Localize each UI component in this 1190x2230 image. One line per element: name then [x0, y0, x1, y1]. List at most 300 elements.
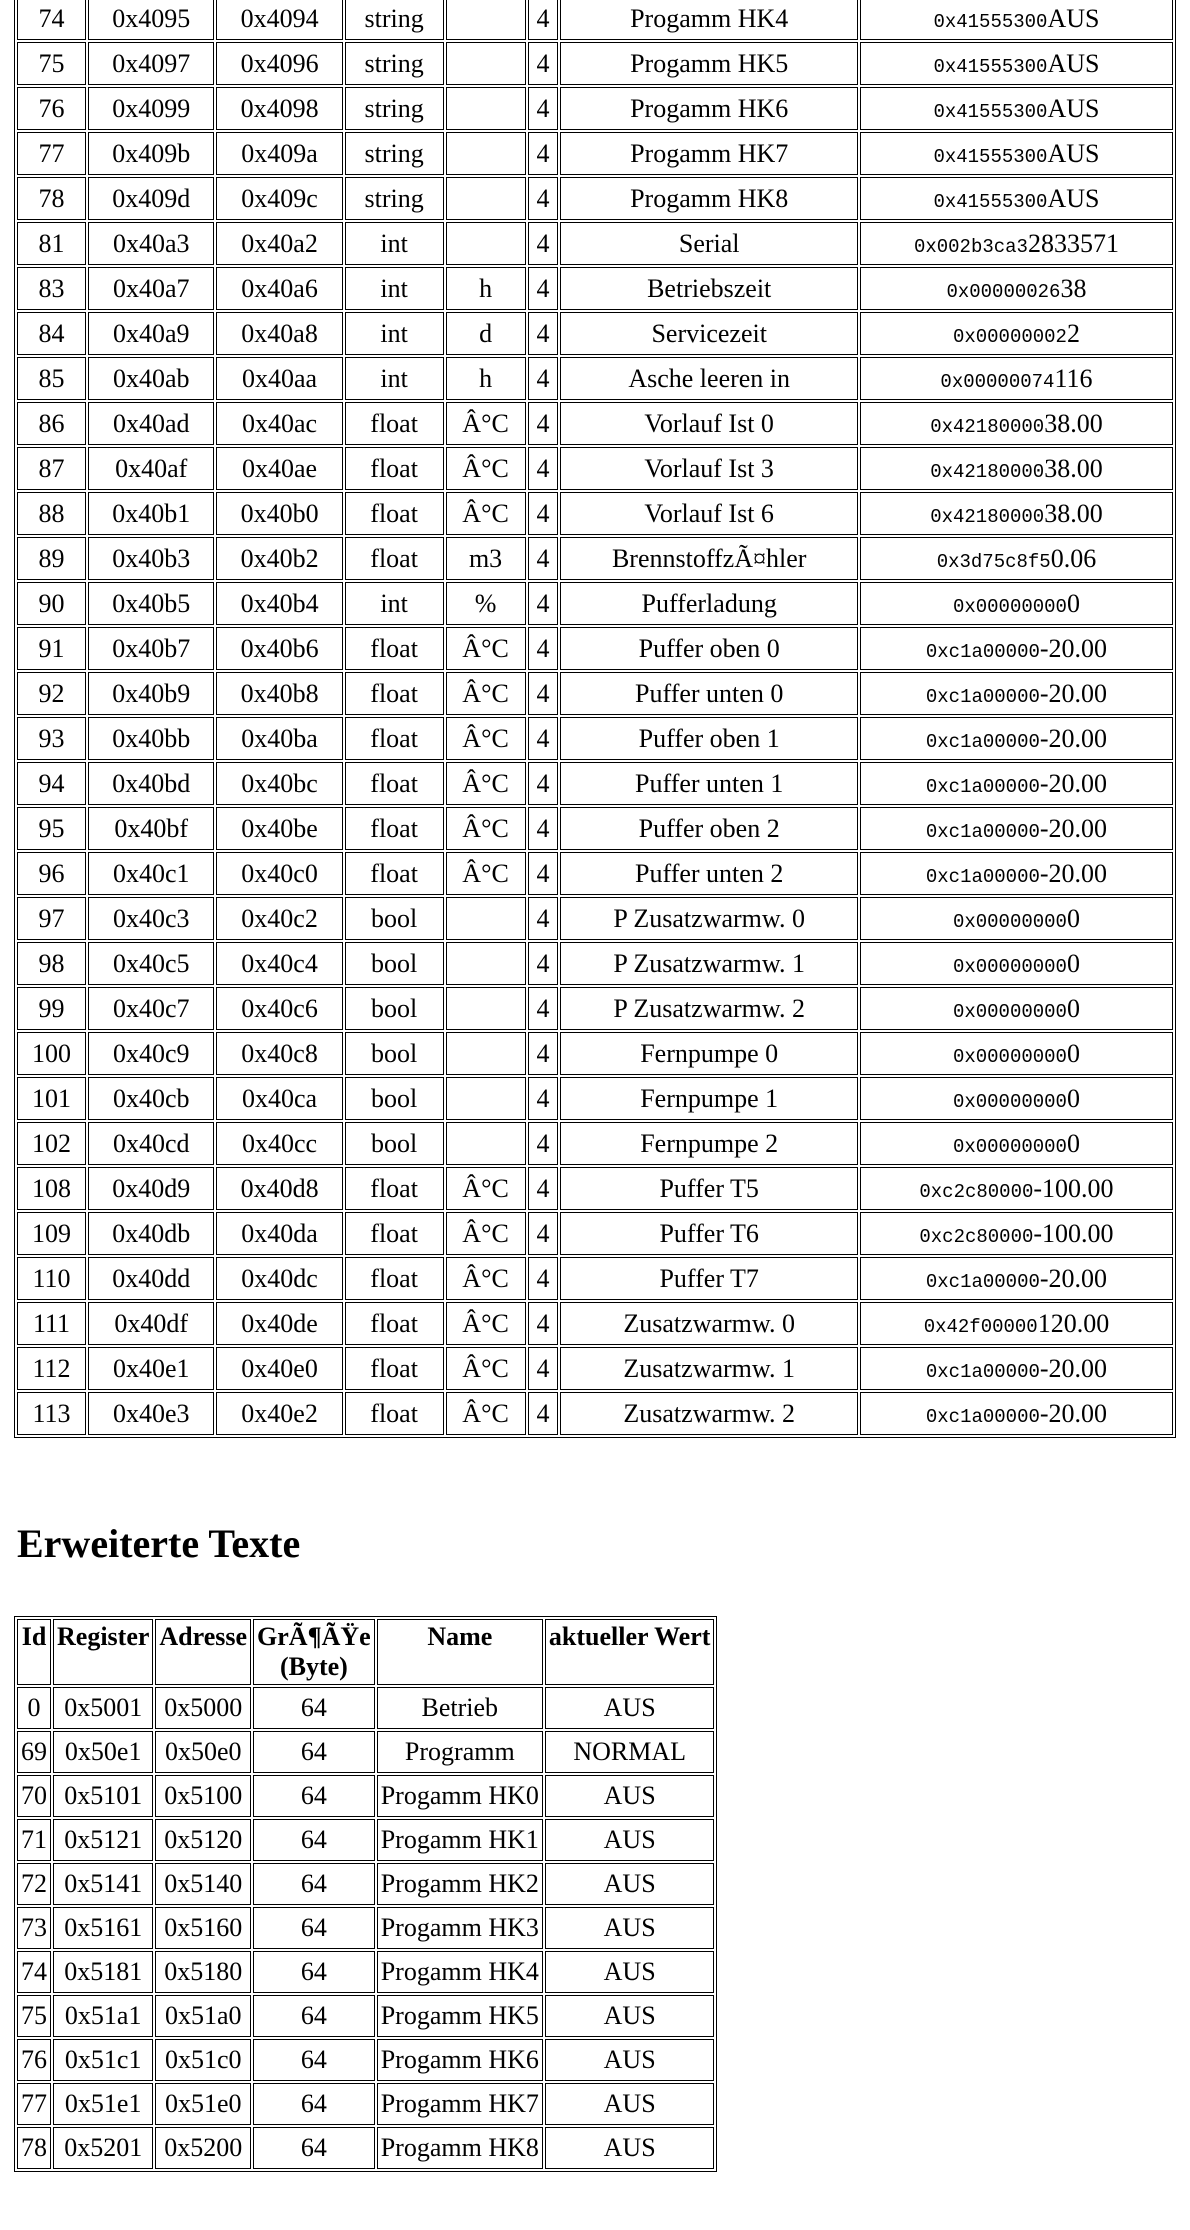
- table-row: [17, 87, 1173, 130]
- cell: 0x5201: [53, 2127, 153, 2169]
- cell: Progamm HK3: [377, 1907, 543, 1949]
- cell-name: Zusatzwarmw. 2: [560, 1392, 857, 1435]
- table-row: [17, 1122, 1173, 1165]
- table-row: [17, 942, 1173, 985]
- cell-size: 4: [528, 267, 559, 310]
- cell-address: 0x40dc: [216, 1257, 342, 1300]
- cell-value: [860, 987, 1173, 1030]
- column-header: Id: [17, 1619, 51, 1685]
- table-row: [17, 1032, 1173, 1075]
- cell-unit: Â°C: [446, 492, 526, 535]
- cell-address: 0x40b4: [216, 582, 342, 625]
- cell-unit: [446, 897, 526, 940]
- cell: Programm: [377, 1731, 543, 1773]
- raw-hex: 0x00000026: [946, 280, 1061, 303]
- table-row: [17, 897, 1173, 940]
- cell-register: 0x4095: [88, 0, 214, 40]
- cell: 0x50e0: [155, 1731, 251, 1773]
- cell: 64: [253, 1863, 375, 1905]
- cell-value: [860, 177, 1173, 220]
- cell-register: 0x40a3: [88, 222, 214, 265]
- table-row: [17, 1995, 714, 2037]
- cell-name: Puffer oben 0: [560, 627, 857, 670]
- cell-address: 0x40c2: [216, 897, 342, 940]
- raw-hex: 0xc1a00000: [925, 640, 1040, 663]
- table-row: [17, 627, 1173, 670]
- raw-hex: 0x3d75c8f5: [936, 550, 1051, 573]
- cell-register: 0x409d: [88, 177, 214, 220]
- cell-id: 74: [17, 0, 86, 40]
- cell-value: [860, 537, 1173, 580]
- cell-value: [860, 267, 1173, 310]
- cell: 0x51c1: [53, 2039, 153, 2081]
- cell-register: 0x40cd: [88, 1122, 214, 1165]
- cell-id: 76: [17, 87, 86, 130]
- cell-type: int: [345, 312, 444, 355]
- cell-unit: Â°C: [446, 717, 526, 760]
- cell-value: [860, 582, 1173, 625]
- cell-id: 92: [17, 672, 86, 715]
- cell-id: 75: [17, 42, 86, 85]
- cell-register: 0x40e3: [88, 1392, 214, 1435]
- cell: 0x51a1: [53, 1995, 153, 2037]
- cell-name: Puffer oben 2: [560, 807, 857, 850]
- cell-id: 93: [17, 717, 86, 760]
- cell-address: 0x40a6: [216, 267, 342, 310]
- cell-type: float: [345, 762, 444, 805]
- raw-hex: 0x00000000: [952, 1000, 1067, 1023]
- cell: Progamm HK4: [377, 1951, 543, 1993]
- cell-register: 0x4099: [88, 87, 214, 130]
- cell: AUS: [545, 1951, 715, 1993]
- raw-hex: 0x41555300: [933, 100, 1048, 123]
- decoded-value: -20.00: [1039, 633, 1108, 663]
- cell-register: 0x40cb: [88, 1077, 214, 1120]
- cell-value: [860, 852, 1173, 895]
- cell: 0x5000: [155, 1687, 251, 1729]
- cell-id: 91: [17, 627, 86, 670]
- cell-id: 89: [17, 537, 86, 580]
- cell-name: Vorlauf Ist 3: [560, 447, 857, 490]
- cell-address: 0x40b2: [216, 537, 342, 580]
- decoded-value: -20.00: [1039, 768, 1108, 798]
- cell: 64: [253, 1995, 375, 2037]
- decoded-value: -20.00: [1039, 858, 1108, 888]
- raw-hex: 0xc1a00000: [925, 820, 1040, 843]
- cell-id: 84: [17, 312, 86, 355]
- cell-size: 4: [528, 1302, 559, 1345]
- raw-hex: 0xc1a00000: [925, 730, 1040, 753]
- cell-type: float: [345, 717, 444, 760]
- cell: 64: [253, 1731, 375, 1773]
- cell-unit: Â°C: [446, 762, 526, 805]
- table-row: [17, 807, 1173, 850]
- cell-unit: Â°C: [446, 1257, 526, 1300]
- cell-address: 0x40c8: [216, 1032, 342, 1075]
- raw-hex: 0x42180000: [930, 505, 1045, 528]
- cell-name: Puffer unten 2: [560, 852, 857, 895]
- cell-type: float: [345, 492, 444, 535]
- cell-value: [860, 132, 1173, 175]
- cell-id: 87: [17, 447, 86, 490]
- decoded-value: 0: [1066, 1038, 1080, 1068]
- raw-hex: 0xc2c80000: [919, 1180, 1034, 1203]
- cell-address: 0x4096: [216, 42, 342, 85]
- cell-value: [860, 312, 1173, 355]
- table-row: [17, 402, 1173, 445]
- cell-value: [860, 222, 1173, 265]
- raw-hex: 0x00000000: [952, 595, 1067, 618]
- cell-id: 112: [17, 1347, 86, 1390]
- cell-size: 4: [528, 492, 559, 535]
- cell-size: 4: [528, 987, 559, 1030]
- cell-size: 4: [528, 897, 559, 940]
- cell-size: 4: [528, 1212, 559, 1255]
- raw-hex: 0x00000000: [952, 1135, 1067, 1158]
- raw-hex: 0x00000000: [952, 1090, 1067, 1113]
- cell-unit: Â°C: [446, 1167, 526, 1210]
- raw-hex: 0xc1a00000: [925, 1270, 1040, 1293]
- cell-unit: [446, 177, 526, 220]
- decoded-value: 116: [1054, 363, 1093, 393]
- cell-register: 0x40bb: [88, 717, 214, 760]
- cell: Progamm HK2: [377, 1863, 543, 1905]
- cell: AUS: [545, 1687, 715, 1729]
- cell: 0x5001: [53, 1687, 153, 1729]
- cell-value: [860, 1122, 1173, 1165]
- cell: Betrieb: [377, 1687, 543, 1729]
- cell-unit: [446, 222, 526, 265]
- cell-register: 0x40db: [88, 1212, 214, 1255]
- cell-value: [860, 87, 1173, 130]
- cell-address: 0x40da: [216, 1212, 342, 1255]
- cell-address: 0x40b6: [216, 627, 342, 670]
- raw-hex: 0x41555300: [933, 55, 1048, 78]
- cell-type: string: [345, 132, 444, 175]
- cell-register: 0x409b: [88, 132, 214, 175]
- cell-address: 0x40ae: [216, 447, 342, 490]
- cell-size: 4: [528, 87, 559, 130]
- cell-id: 96: [17, 852, 86, 895]
- decoded-value: 38.00: [1044, 498, 1103, 528]
- cell-address: 0x40c0: [216, 852, 342, 895]
- cell-size: 4: [528, 762, 559, 805]
- cell-type: float: [345, 627, 444, 670]
- cell-size: 4: [528, 627, 559, 670]
- cell-size: 4: [528, 1077, 559, 1120]
- cell-unit: Â°C: [446, 1347, 526, 1390]
- cell-unit: Â°C: [446, 627, 526, 670]
- cell-id: 77: [17, 132, 86, 175]
- cell-name: Puffer T6: [560, 1212, 857, 1255]
- table-row: [17, 1863, 714, 1905]
- cell-id: 102: [17, 1122, 86, 1165]
- cell-register: 0x40df: [88, 1302, 214, 1345]
- table-row: [17, 582, 1173, 625]
- cell-id: 78: [17, 177, 86, 220]
- cell-name: Puffer T5: [560, 1167, 857, 1210]
- cell-unit: h: [446, 357, 526, 400]
- cell-name: P Zusatzwarmw. 1: [560, 942, 857, 985]
- cell-value: [860, 42, 1173, 85]
- table-row: [17, 1257, 1173, 1300]
- cell-value: [860, 402, 1173, 445]
- cell: 0x5160: [155, 1907, 251, 1949]
- cell-id: 88: [17, 492, 86, 535]
- cell-address: 0x40ca: [216, 1077, 342, 1120]
- decoded-value: -20.00: [1039, 1263, 1108, 1293]
- cell-unit: Â°C: [446, 852, 526, 895]
- decoded-value: 0: [1066, 1128, 1080, 1158]
- cell-type: bool: [345, 942, 444, 985]
- cell: 0: [17, 1687, 51, 1729]
- cell-unit: Â°C: [446, 807, 526, 850]
- cell: AUS: [545, 1819, 715, 1861]
- cell-size: 4: [528, 852, 559, 895]
- cell: 64: [253, 1819, 375, 1861]
- cell-unit: Â°C: [446, 1302, 526, 1345]
- cell-value: [860, 1392, 1173, 1435]
- cell-register: 0x40b3: [88, 537, 214, 580]
- table-row: [17, 1907, 714, 1949]
- cell-register: 0x40d9: [88, 1167, 214, 1210]
- column-header: GrÃ¶ÃŸe (Byte): [253, 1619, 375, 1685]
- decoded-value: -20.00: [1039, 1353, 1108, 1383]
- cell-unit: [446, 987, 526, 1030]
- table-row: [17, 537, 1173, 580]
- cell-address: 0x40e2: [216, 1392, 342, 1435]
- cell-name: Fernpumpe 1: [560, 1077, 857, 1120]
- cell-address: 0x40bc: [216, 762, 342, 805]
- decoded-value: 0: [1066, 588, 1080, 618]
- table-row: [17, 2039, 714, 2081]
- cell-register: 0x40ab: [88, 357, 214, 400]
- raw-hex: 0xc1a00000: [925, 1405, 1040, 1428]
- decoded-value: AUS: [1047, 138, 1100, 168]
- cell-id: 83: [17, 267, 86, 310]
- cell-type: float: [345, 1302, 444, 1345]
- cell-name: Progamm HK6: [560, 87, 857, 130]
- table-row: [17, 447, 1173, 490]
- cell-address: 0x40d8: [216, 1167, 342, 1210]
- cell-type: float: [345, 672, 444, 715]
- decoded-value: -20.00: [1039, 678, 1108, 708]
- cell-unit: [446, 87, 526, 130]
- cell: 0x5120: [155, 1819, 251, 1861]
- cell-name: Pufferladung: [560, 582, 857, 625]
- cell-name: Puffer unten 0: [560, 672, 857, 715]
- decoded-value: 0: [1066, 993, 1080, 1023]
- cell-unit: Â°C: [446, 1212, 526, 1255]
- cell-value: [860, 0, 1173, 40]
- cell-address: 0x409a: [216, 132, 342, 175]
- cell-address: 0x40e0: [216, 1347, 342, 1390]
- cell-register: 0x40af: [88, 447, 214, 490]
- cell-name: Betriebszeit: [560, 267, 857, 310]
- decoded-value: 38: [1060, 273, 1087, 303]
- raw-hex: 0x00000000: [952, 1045, 1067, 1068]
- cell-size: 4: [528, 582, 559, 625]
- cell-id: 101: [17, 1077, 86, 1120]
- cell-register: 0x40a9: [88, 312, 214, 355]
- cell-size: 4: [528, 672, 559, 715]
- decoded-value: AUS: [1047, 48, 1100, 78]
- cell: Progamm HK8: [377, 2127, 543, 2169]
- cell: 0x5180: [155, 1951, 251, 1993]
- cell: 72: [17, 1863, 51, 1905]
- decoded-value: 2: [1066, 318, 1080, 348]
- cell-unit: Â°C: [446, 1392, 526, 1435]
- cell-value: [860, 942, 1173, 985]
- cell-id: 95: [17, 807, 86, 850]
- raw-hex: 0x41555300: [933, 145, 1048, 168]
- cell-value: [860, 1302, 1173, 1345]
- cell-id: 100: [17, 1032, 86, 1075]
- table-row: [17, 132, 1173, 175]
- cell-type: string: [345, 87, 444, 130]
- raw-hex: 0x42f00000: [923, 1315, 1038, 1338]
- cell-register: 0x40c7: [88, 987, 214, 1030]
- cell: Progamm HK5: [377, 1995, 543, 2037]
- cell: Progamm HK0: [377, 1775, 543, 1817]
- cell-unit: Â°C: [446, 447, 526, 490]
- cell: 64: [253, 2083, 375, 2125]
- table-row: [17, 1687, 714, 1729]
- cell: 0x5200: [155, 2127, 251, 2169]
- cell-type: float: [345, 1392, 444, 1435]
- decoded-value: AUS: [1047, 183, 1100, 213]
- cell-value: [860, 357, 1173, 400]
- cell-type: int: [345, 582, 444, 625]
- decoded-value: 38.00: [1044, 408, 1103, 438]
- cell-unit: [446, 1032, 526, 1075]
- cell-type: float: [345, 1257, 444, 1300]
- cell-register: 0x40bf: [88, 807, 214, 850]
- cell-name: Progamm HK7: [560, 132, 857, 175]
- cell: AUS: [545, 2039, 715, 2081]
- cell: 0x51e1: [53, 2083, 153, 2125]
- cell-register: 0x40b1: [88, 492, 214, 535]
- cell-size: 4: [528, 537, 559, 580]
- cell-type: int: [345, 222, 444, 265]
- cell-value: [860, 717, 1173, 760]
- cell-address: 0x40aa: [216, 357, 342, 400]
- decoded-value: -20.00: [1039, 723, 1108, 753]
- raw-hex: 0x42180000: [930, 415, 1045, 438]
- raw-hex: 0x00000074: [940, 370, 1055, 393]
- cell-size: 4: [528, 312, 559, 355]
- cell-unit: m3: [446, 537, 526, 580]
- raw-hex: 0x41555300: [933, 10, 1048, 33]
- table-row: [17, 1077, 1173, 1120]
- cell-value: [860, 1032, 1173, 1075]
- table-row: [17, 1392, 1173, 1435]
- cell-name: P Zusatzwarmw. 0: [560, 897, 857, 940]
- raw-hex: 0xc1a00000: [925, 865, 1040, 888]
- cell-size: 4: [528, 1122, 559, 1165]
- cell-address: 0x40b0: [216, 492, 342, 535]
- cell-id: 86: [17, 402, 86, 445]
- column-header: Name: [377, 1619, 543, 1685]
- cell-address: 0x40ba: [216, 717, 342, 760]
- table-row: [17, 1819, 714, 1861]
- cell: AUS: [545, 1863, 715, 1905]
- cell: 64: [253, 1951, 375, 1993]
- cell-id: 97: [17, 897, 86, 940]
- cell-name: Puffer T7: [560, 1257, 857, 1300]
- section-title: Erweiterte Texte: [17, 1521, 301, 1566]
- decoded-value: 0: [1066, 1083, 1080, 1113]
- raw-hex: 0x41555300: [933, 190, 1048, 213]
- cell: 70: [17, 1775, 51, 1817]
- table-row: [17, 672, 1173, 715]
- cell-name: Zusatzwarmw. 1: [560, 1347, 857, 1390]
- decoded-value: -100.00: [1033, 1218, 1114, 1248]
- cell-value: [860, 1257, 1173, 1300]
- cell: NORMAL: [545, 1731, 715, 1773]
- cell-id: 111: [17, 1302, 86, 1345]
- cell-name: Servicezeit: [560, 312, 857, 355]
- cell-address: 0x40de: [216, 1302, 342, 1345]
- cell-type: float: [345, 447, 444, 490]
- raw-hex: 0xc1a00000: [925, 1360, 1040, 1383]
- cell-type: bool: [345, 1032, 444, 1075]
- table-row: [17, 1731, 714, 1773]
- table-row: [17, 2127, 714, 2169]
- cell-register: 0x40c9: [88, 1032, 214, 1075]
- cell-unit: Â°C: [446, 402, 526, 445]
- cell-name: Vorlauf Ist 0: [560, 402, 857, 445]
- decoded-value: -100.00: [1033, 1173, 1114, 1203]
- cell-size: 4: [528, 447, 559, 490]
- cell: Progamm HK7: [377, 2083, 543, 2125]
- cell-type: string: [345, 42, 444, 85]
- column-header: Adresse: [155, 1619, 251, 1685]
- cell-type: int: [345, 267, 444, 310]
- cell-value: [860, 447, 1173, 490]
- cell-address: 0x409c: [216, 177, 342, 220]
- cell-type: float: [345, 1167, 444, 1210]
- table-row: [17, 1167, 1173, 1210]
- cell-name: Zusatzwarmw. 0: [560, 1302, 857, 1345]
- cell-register: 0x40c1: [88, 852, 214, 895]
- decoded-value: 2833571: [1027, 228, 1119, 258]
- table-row: [17, 852, 1173, 895]
- raw-hex: 0x00000000: [952, 910, 1067, 933]
- cell-register: 0x40bd: [88, 762, 214, 805]
- cell-address: 0x40b8: [216, 672, 342, 715]
- cell-address: 0x40c6: [216, 987, 342, 1030]
- cell-size: 4: [528, 1257, 559, 1300]
- cell-type: float: [345, 537, 444, 580]
- cell: 0x5141: [53, 1863, 153, 1905]
- cell-unit: [446, 1077, 526, 1120]
- table-row: [17, 0, 1173, 40]
- cell-unit: [446, 132, 526, 175]
- cell-register: 0x40c3: [88, 897, 214, 940]
- cell-unit: [446, 42, 526, 85]
- cell-register: 0x4097: [88, 42, 214, 85]
- extended-texts-table: [14, 1616, 717, 2172]
- cell: 75: [17, 1995, 51, 2037]
- cell-unit: d: [446, 312, 526, 355]
- cell-value: [860, 1077, 1173, 1120]
- cell-size: 4: [528, 402, 559, 445]
- cell: Progamm HK6: [377, 2039, 543, 2081]
- cell-register: 0x40b9: [88, 672, 214, 715]
- cell-id: 94: [17, 762, 86, 805]
- cell: 64: [253, 1687, 375, 1729]
